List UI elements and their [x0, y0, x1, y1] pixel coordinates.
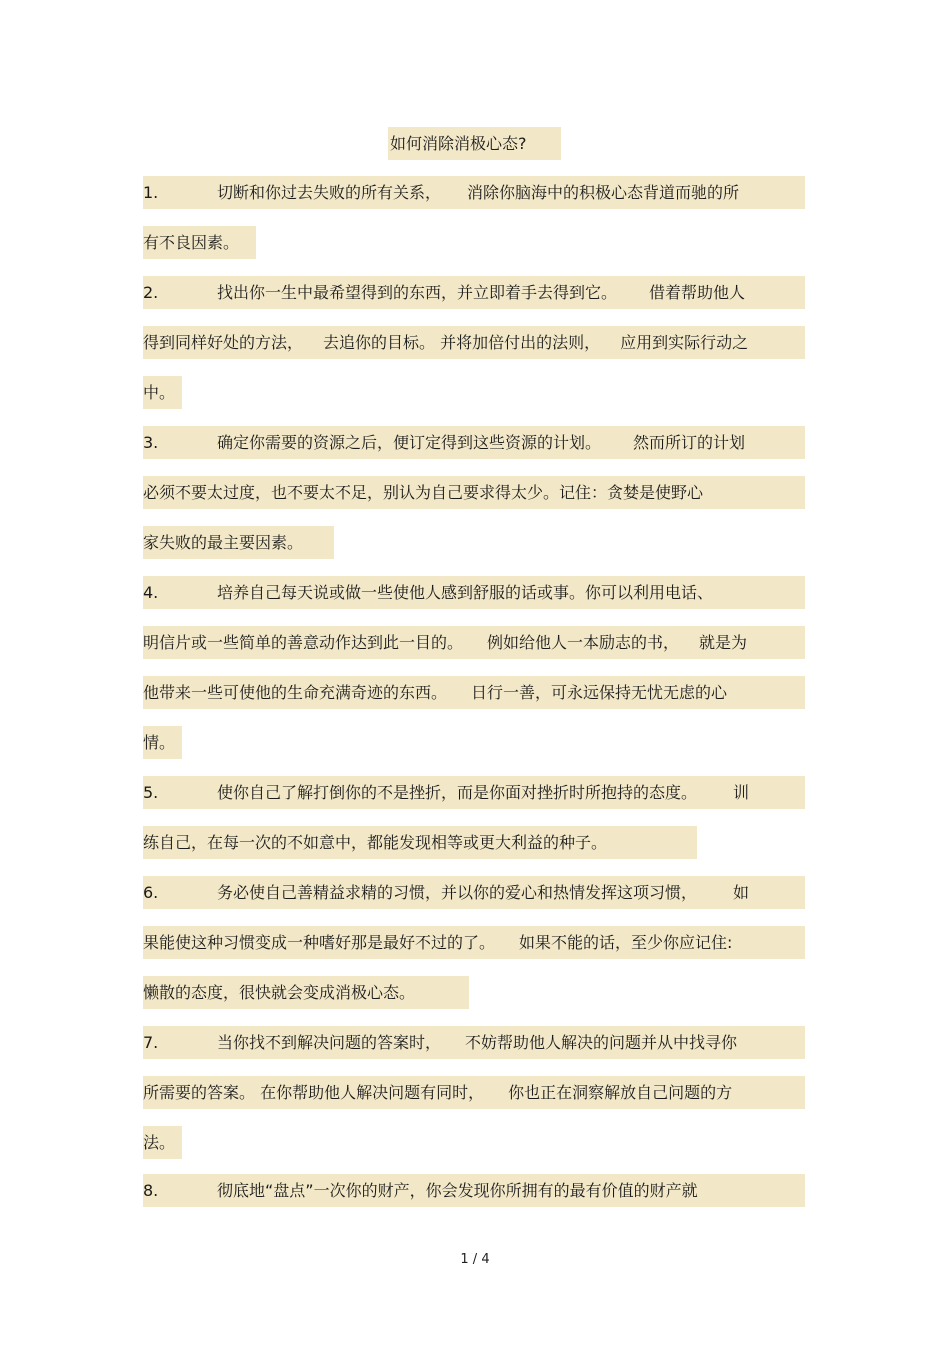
text-segment: 情。: [143, 733, 176, 752]
list-item-4-line-1: [143, 576, 805, 609]
text-segment: 培养自己每天说或做一些使他人感到舒服的话或事。你可以利用电话、: [217, 583, 714, 602]
list-item-6-line-2: [143, 926, 805, 959]
list-item-6-line-1: [143, 876, 805, 909]
text-segment: 如: [733, 883, 750, 902]
list-item-6-line-3: [143, 976, 469, 1009]
item-number: 8.: [143, 1181, 159, 1200]
text-segment: 消除你脑海中的积极心态背道而驰的所: [467, 183, 740, 202]
text-segment: 得到同样好处的方法，: [143, 333, 304, 352]
list-item-5-line-2: [143, 826, 697, 859]
list-item-2-line-2: [143, 326, 805, 359]
text-segment: 中。: [143, 383, 176, 402]
text-segment: 去追你的目标。 并将加倍付出的法则，: [323, 333, 601, 352]
text-segment: 确定你需要的资源之后，便订定得到这些资源的计划。: [217, 433, 602, 452]
text-segment: 务必使自己善精益求精的习惯，并以你的爱心和热情发挥这项习惯，: [217, 883, 698, 902]
text-segment: 法。: [143, 1133, 176, 1152]
text-segment: 练自己，在每一次的不如意中，都能发现相等或更大利益的种子。: [143, 833, 608, 852]
text-segment: 切断和你过去失败的所有关系，: [217, 183, 442, 202]
text-segment: 他带来一些可使他的生命充满奇迹的东西。: [143, 683, 448, 702]
text-segment: 训: [733, 783, 750, 802]
text-segment: 就是为: [699, 633, 748, 652]
text-segment: 懒散的态度，很快就会变成消极心态。: [143, 983, 416, 1002]
text-segment: 应用到实际行动之: [620, 333, 749, 352]
item-number: 1.: [143, 183, 159, 202]
item-number: 7.: [143, 1033, 159, 1052]
text-segment: 所需要的答案。 在你帮助他人解决问题有同时，: [143, 1083, 485, 1102]
text-segment: 家失败的最主要因素。: [143, 533, 304, 552]
page-indicator: 1 / 4: [460, 1252, 490, 1267]
item-number: 4.: [143, 583, 159, 602]
list-item-7-line-2: [143, 1076, 805, 1109]
list-item-7-line-1: [143, 1026, 805, 1059]
item-number: 3.: [143, 433, 159, 452]
text-segment: 然而所订的计划: [633, 433, 746, 452]
text-segment: 不妨帮助他人解决的问题并从中找寻你: [465, 1033, 738, 1052]
page-title: 如何消除消极心态?: [388, 127, 561, 160]
list-item-3-line-2: [143, 476, 805, 509]
text-segment: 日行一善，可永远保持无忧无虑的心: [471, 683, 728, 702]
text-segment: 有不良因素。: [143, 233, 240, 252]
text-segment: 找出你一生中最希望得到的东西，并立即着手去得到它。: [217, 283, 618, 302]
list-item-2-line-1: [143, 276, 805, 309]
text-segment: 借着帮助他人: [649, 283, 746, 302]
list-item-3-line-3: [143, 526, 334, 559]
list-item-1-line-1: [143, 176, 805, 209]
list-item-1-line-2: [143, 226, 256, 259]
text-segment: 使你自己了解打倒你的不是挫折，而是你面对挫折时所抱持的态度。: [217, 783, 698, 802]
text-segment: 明信片或一些简单的善意动作达到此一目的。: [143, 633, 464, 652]
list-item-4-line-3: [143, 676, 805, 709]
item-number: 2.: [143, 283, 159, 302]
text-segment: 当你找不到解决问题的答案时，: [217, 1033, 442, 1052]
item-number: 5.: [143, 783, 159, 802]
text-segment: 彻底地“盘点”一次你的财产，你会发现你所拥有的最有价值的财产就: [217, 1181, 698, 1200]
text-segment: 必须不要太过度，也不要太不足，别认为自己要求得太少。记住：贪婪是使野心: [143, 483, 704, 502]
text-segment: 果能使这种习惯变成一种嗜好那是最好不过的了。: [143, 933, 496, 952]
text-segment: 如果不能的话，至少你应记住:: [519, 933, 733, 952]
item-number: 6.: [143, 883, 159, 902]
text-segment: 例如给他人一本励志的书，: [487, 633, 680, 652]
list-item-4-line-4: [143, 726, 182, 759]
list-item-5-line-1: [143, 776, 805, 809]
list-item-8-line-1: [143, 1174, 805, 1207]
list-item-4-line-2: [143, 626, 805, 659]
text-segment: 你也正在洞察解放自己问题的方: [508, 1083, 733, 1102]
list-item-3-line-1: [143, 426, 805, 459]
list-item-7-line-3: [143, 1126, 182, 1159]
list-item-2-line-3: [143, 376, 182, 409]
